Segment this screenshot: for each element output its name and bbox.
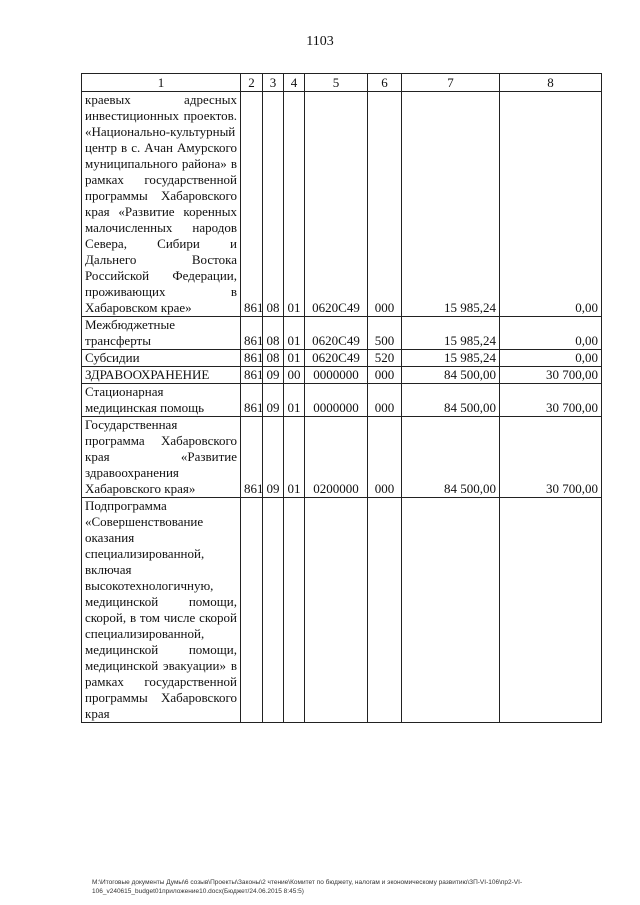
cell-subsection: 01 [284, 92, 305, 317]
cell-sum-2: 30 700,00 [500, 384, 602, 417]
column-header: 5 [305, 74, 368, 92]
cell-sum-2 [500, 498, 602, 723]
table-row [82, 417, 602, 498]
cell-target: 0620С49 [305, 92, 368, 317]
column-header: 2 [241, 74, 263, 92]
table-row [82, 317, 602, 350]
column-header: 4 [284, 74, 305, 92]
row-name: Подпрограмма «Совершенствование оказания специализированной, включая высокотехнологичную, медицинской помощи, скорой, в том числе скорой специализированной, медицинской помощи, медицинской эвакуации» в рамках государственной программы Хабаровского края [82, 498, 241, 723]
cell-section: 08 [263, 350, 284, 367]
cell-sum-1: 84 500,00 [402, 417, 500, 498]
table-row [82, 92, 602, 317]
budget-table [81, 73, 602, 723]
column-header: 6 [368, 74, 402, 92]
cell-section: 09 [263, 367, 284, 384]
cell-code: 861 [241, 367, 263, 384]
cell-target: 0000000 [305, 384, 368, 417]
cell-code [241, 498, 263, 723]
cell-code: 861 [241, 384, 263, 417]
cell-sum-1: 15 985,24 [402, 317, 500, 350]
column-header: 8 [500, 74, 602, 92]
cell-target: 0620С49 [305, 317, 368, 350]
column-header: 7 [402, 74, 500, 92]
row-name: Субсидии [82, 350, 241, 367]
cell-code: 861 [241, 92, 263, 317]
cell-sum-1 [402, 498, 500, 723]
file-path-footer [92, 878, 612, 896]
column-header: 1 [82, 74, 241, 92]
cell-section: 09 [263, 384, 284, 417]
cell-section: 08 [263, 92, 284, 317]
cell-type: 000 [368, 417, 402, 498]
cell-subsection: 00 [284, 367, 305, 384]
cell-type: 000 [368, 92, 402, 317]
cell-sum-2: 0,00 [500, 92, 602, 317]
cell-target: 0200000 [305, 417, 368, 498]
cell-section [263, 498, 284, 723]
cell-subsection [284, 498, 305, 723]
table-row [82, 498, 602, 723]
cell-subsection: 01 [284, 384, 305, 417]
footer-line: 106_v240615_budget01приложение10.docx(Бюджет/24.06.2015 8:45:5) [92, 888, 304, 895]
cell-type: 000 [368, 384, 402, 417]
cell-sum-1: 84 500,00 [402, 384, 500, 417]
page-number: 1103 [306, 34, 334, 49]
row-name: ЗДРАВООХРАНЕНИЕ [82, 367, 241, 384]
footer-line: М:\Итоговые документы Думы\6 созыв\Проекты\Законы\2 чтение\Комитет по бюджету, налогам и экономическому развитию\ЗП-VI-106\пр2-VI- [92, 879, 523, 886]
cell-code: 861 [241, 417, 263, 498]
cell-sum-2: 0,00 [500, 317, 602, 350]
cell-sum-1: 15 985,24 [402, 350, 500, 367]
row-name: Стационарная медицинская помощь [82, 384, 241, 417]
table-header-row [82, 74, 602, 92]
cell-target: 0620С49 [305, 350, 368, 367]
cell-sum-1: 84 500,00 [402, 367, 500, 384]
cell-sum-2: 30 700,00 [500, 417, 602, 498]
cell-target: 0000000 [305, 367, 368, 384]
cell-type: 500 [368, 317, 402, 350]
cell-section: 08 [263, 317, 284, 350]
cell-type [368, 498, 402, 723]
cell-code: 861 [241, 350, 263, 367]
cell-subsection: 01 [284, 317, 305, 350]
column-header: 3 [263, 74, 284, 92]
row-name: Государственная программа Хабаровского края «Развитие здравоохранения Хабаровского края» [82, 417, 241, 498]
cell-subsection: 01 [284, 350, 305, 367]
cell-section: 09 [263, 417, 284, 498]
row-name: Межбюджетные трансферты [82, 317, 241, 350]
cell-code: 861 [241, 317, 263, 350]
table-row [82, 350, 602, 367]
cell-type: 000 [368, 367, 402, 384]
row-name: краевых адресных инвестиционных проектов. «Национально-культурный центр в с. Ачан Амурского муниципального района» в рамках государственной программы Хабаровского края «Развитие коренных малочисленных народов Севера, Сибири и Дальнего Востока Российской Федерации, проживающих в Хабаровском крае» [82, 92, 241, 317]
table-row [82, 384, 602, 417]
cell-target [305, 498, 368, 723]
cell-subsection: 01 [284, 417, 305, 498]
cell-sum-1: 15 985,24 [402, 92, 500, 317]
cell-type: 520 [368, 350, 402, 367]
cell-sum-2: 0,00 [500, 350, 602, 367]
cell-sum-2: 30 700,00 [500, 367, 602, 384]
table-row [82, 367, 602, 384]
